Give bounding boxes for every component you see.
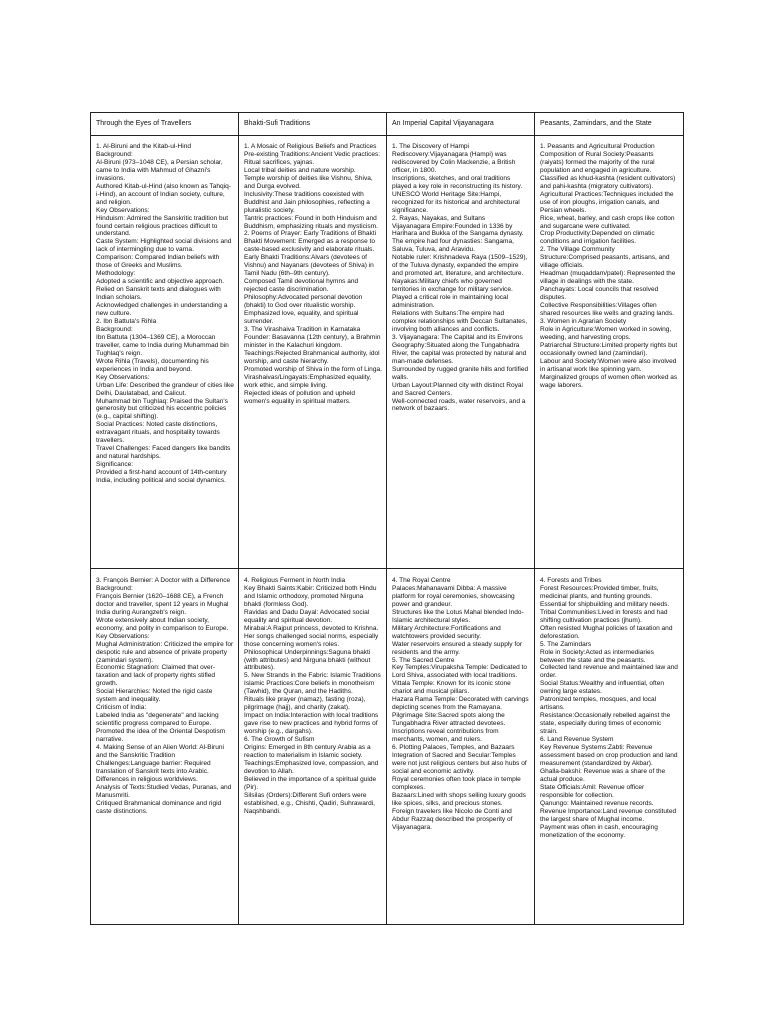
header-vijayanagara: An Imperial Capital Vijayanagara [392,120,494,127]
table-header-row [91,113,683,136]
header-travellers: Through the Eyes of Travellers [96,120,192,127]
row-divider [91,568,683,569]
header-peasants: Peasants, Zamindars, and the State [540,120,652,127]
cell-peasants-1: 1. Peasants and Agricultural Production Composition of Rural Society:Peasants (raiyats) formed the majority of the rural population and engaged in agriculture. Classified as khud-kashta (resident cultivators) and pahi-kashta (migratory cultivators). Agricultural Practices:Techniques included the use of iron ploughs, irrigation canals, and Persian wheels. Rice, wheat, barley, and cash crops like cotton and sugarcane were cultivated. Crop Productivity:Depended on climatic conditions and irrigation facilities. 2. The Village Community Structure:Comprised peasants, artisans, and village officials. Headman (muqaddam/patel): Represented the village in dealings with the state. Panchayats: Local councils that resolved disputes. Collective Responsibilities:Villages often shared resources like wells and grazing lands. 3. Women in Agrarian Society Role in Agriculture:Women worked in sowing, weeding, and harvesting crops. Patriarchal Structure:Limited property rights but occasionally owned land (zamindari). Labour and Society:Women were also involved in artisanal work like spinning yarn. Marginalized groups of women often worked as wage laborers. [540,143,678,389]
cell-vijayanagara-1: 1. The Discovery of Hampi Rediscovery:Vijayanagara (Hampi) was rediscovered by Colin Mackenzie, a British officer, in 1800. Inscriptions, sketches, and oral traditions played a key role in reconstructing its history. UNESCO World Heritage Site:Hampi, recognized for its historical and architectural significance. 2. Rayas, Nayakas, and Sultans Vijayanagara Empire:Founded in 1336 by Harihara and Bukka of the Sangama dynasty. The empire had four dynasties: Sangama, Saluva, Tuluva, and Aravidu. Notable ruler: Krishnadeva Raya (1509–1529), of the Tuluva dynasty, expanded the empire and promoted art, literature, and architecture. Nayakas:Military chiefs who governed territories in exchange for military service. Played a critical role in maintaining local administration. Relations with Sultans:The empire had complex relationships with Deccan Sultanates, involving both alliances and conflicts. 3. Vijayanagara: The Capital and its Environs Geography:Situated along the Tungabhadra River, the capital was protected by natural and man-made defenses. Surrounded by rugged granite hills and fortified walls. Urban Layout:Planned city with distinct Royal and Sacred Centers. Well-connected roads, water reservoirs, and a network of bazaars. [392,143,529,413]
table-cell [91,143,239,567]
cell-peasants-2: 4. Forests and Tribes Forest Resources:Provided timber, fruits, medicinal plants, and hunting grounds. Essential for shipbuilding and military needs. Tribal Communities:Lived in forests and had shifting cultivation practices (jhum). Often resisted Mughal policies of taxation and deforestation. 5. The Zamindars Role in Society:Acted as intermediaries between the state and the peasants. Collected land revenue and maintained law and order. Social Status:Wealthy and influential, often owning large estates. Patronized temples, mosques, and local artisans. Resistance:Occasionally rebelled against the state, especially during times of economic strain. 6. Land Revenue System Key Revenue Systems:Zabti: Revenue assessment based on crop production and land measurement (standardized by Akbar). Ghalla-bakshi: Revenue was a share of the actual produce. State Officials:Amil: Revenue officer responsible for collection. Qanungo: Maintained revenue records. Revenue Importance:Land revenue constituted the largest share of Mughal income. Payment was often in cash, encouraging monetization of the economy. [540,577,678,839]
table-cell [239,577,387,923]
table-cell [91,577,239,923]
table-cell [535,143,683,567]
header-bhakti-sufi: Bhakti-Sufi Traditions [244,120,311,127]
table-cell [239,143,387,567]
table-cell [387,577,535,923]
table-cell [535,577,683,923]
table-cell [387,143,535,567]
notes-table [90,112,684,925]
cell-travellers-2: 3. François Bernier: A Doctor with a Difference Background: François Bernier (1620–1688 CE), a French doctor and traveller, spent 12 years in Mughal India during Aurangzeb's reign. Wrote extensively about Indian society, economy, and polity in comparison to Europe. Key Observations: Mughal Administration: Criticized the empire for despotic rule and absence of private property (zamindari system). Economic Stagnation: Claimed that over-taxation and lack of property rights stifled growth. Social Hierarchies: Noted the rigid caste system and inequality. Criticism of India: Labeled India as "degenerate" and lacking scientific progress compared to Europe. Promoted the idea of the Oriental Despotism narrative. 4. Making Sense of an Alien World: Al-Biruni and the Sanskritic Tradition Challenges:Language barrier: Required translation of Sanskrit texts into Arabic. Differences in religious worldviews. Analysis of Texts:Studied Vedas, Puranas, and Manusmriti. Critiqued Brahmanical dominance and rigid caste distinctions. [96,577,234,815]
cell-bhakti-1: 1. A Mosaic of Religious Beliefs and Practices Pre-existing Traditions:Ancient Vedic practices: Ritual sacrifices, yajnas. Local tribal deities and nature worship. Temple worship of deities like Vishnu, Shiva, and Durga evolved. Inclusivity:These traditions coexisted with Buddhist and Jain philosophies, reflecting a pluralistic society. Tantric practices: Found in both Hinduism and Buddhism, emphasizing rituals and mysticism. 2. Poems of Prayer: Early Traditions of Bhakti Bhakti Movement: Emerged as a response to caste-based exclusivity and elaborate rituals. Early Bhakti Traditions:Alvars (devotees of Vishnu) and Nayanars (devotees of Shiva) in Tamil Nadu (6th–9th century). Composed Tamil devotional hymns and rejected caste discrimination. Philosophy:Advocated personal devotion (bhakti) to God over ritualistic worship. Emphasized love, equality, and spiritual surrender. 3. The Virashaiva Tradition in Karnataka Founder: Basavanna (12th century), a Brahmin minister in the Kalachuri kingdom. Teachings:Rejected Brahmanical authority, idol worship, and caste hierarchy. Promoted worship of Shiva in the form of Linga. Virashaivas/Lingayats:Emphasized equality, work ethic, and simple living. Rejected ideas of pollution and upheld women's equality in spiritual matters. [244,143,382,405]
cell-travellers-1: 1. Al-Biruni and the Kitab-ul-Hind Background: Al-Biruni (973–1048 CE), a Persian scholar, came to India with Mahmud of Ghazni's invasions. Authored Kitab-ul-Hind (also known as Tahqiq-i-Hind), an account of Indian society, culture, and religion. Key Observations: Hinduism: Admired the Sanskritic tradition but found certain religious practices difficult to understand. Caste System: Highlighted social divisions and lack of intermingling due to varna. Comparison: Compared Indian beliefs with those of Greeks and Muslims. Methodology: Adopted a scientific and objective approach. Relied on Sanskrit texts and dialogues with Indian scholars. Acknowledged challenges in understanding a new culture. 2. Ibn Battuta's Rihla Background: Ibn Battuta (1304–1369 CE), a Moroccan traveller, came to India during Muhammad bin Tughlaq's reign. Wrote Rihla (Travels), documenting his experiences in India and beyond. Key Observations: Urban Life: Described the grandeur of cities like Delhi, Daulatabad, and Calicut. Muhammad bin Tughlaq: Praised the Sultan's generosity but criticized his eccentric policies (e.g., capital shifting). Social Practices: Noted caste distinctions, extravagant rituals, and hospitality towards travellers. Travel Challenges: Faced dangers like bandits and natural hardships. Significance: Provided a first-hand account of 14th-century India, including political and social dynamics. [96,143,234,485]
cell-vijayanagara-2: 4. The Royal Centre Palaces:Mahanavami Dibba: A massive platform for royal ceremonies, showcasing power and grandeur. Structures like the Lotus Mahal blended Indo-Islamic architectural styles. Military Architecture:Fortifications and watchtowers provided security. Water reservoirs ensured a steady supply for residents and the army. 5. The Sacred Centre Key Temples:Virupaksha Temple: Dedicated to Lord Shiva, associated with local traditions. Vittala Temple: Known for its iconic stone chariot and musical pillars. Hazara Rama Temple: Decorated with carvings depicting scenes from the Ramayana. Pilgrimage Site:Sacred spots along the Tungabhadra River attracted devotees. Inscriptions reveal contributions from merchants, women, and rulers. 6. Plotting Palaces, Temples, and Bazaars Integration of Sacred and Secular:Temples were not just religious centers but also hubs of social and economic activity. Royal ceremonies often took place in temple complexes. Bazaars:Lined with shops selling luxury goods like spices, silks, and precious stones. Foreign travelers like Nicolo de Conti and Abdur Razzaq described the prosperity of Vijayanagara. [392,577,529,831]
cell-bhakti-2: 4. Religious Ferment in North India Key Bhakti Saints:Kabir: Criticized both Hindu and Islamic orthodoxy, promoted Nirguna bhakti (formless God). Ravidas and Dadu Dayal: Advocated social equality and spiritual devotion. Mirabai:A Rajput princess, devoted to Krishna. Her songs challenged social norms, especially those concerning women's roles. Philosophical Underpinnings:Saguna bhakti (with attributes) and Nirguna bhakti (without attributes). 5. New Strands in the Fabric: Islamic Traditions Islamic Practices:Core beliefs in monotheism (Tawhid), the Quran, and the Hadiths. Rituals like prayer (namaz), fasting (roza), pilgrimage (hajj), and charity (zakat). Impact on India:Interaction with local traditions gave rise to new practices and hybrid forms of worship (e.g., dargahs). 6. The Growth of Sufism Origins: Emerged in 8th century Arabia as a reaction to materialism in Islamic society. Teachings:Emphasized love, compassion, and devotion to Allah. Believed in the importance of a spiritual guide (Pir). Silsilas (Orders):Different Sufi orders were established, e.g., Chishti, Qadiri, Suhrawardi, Naqshbandi. [244,577,381,815]
